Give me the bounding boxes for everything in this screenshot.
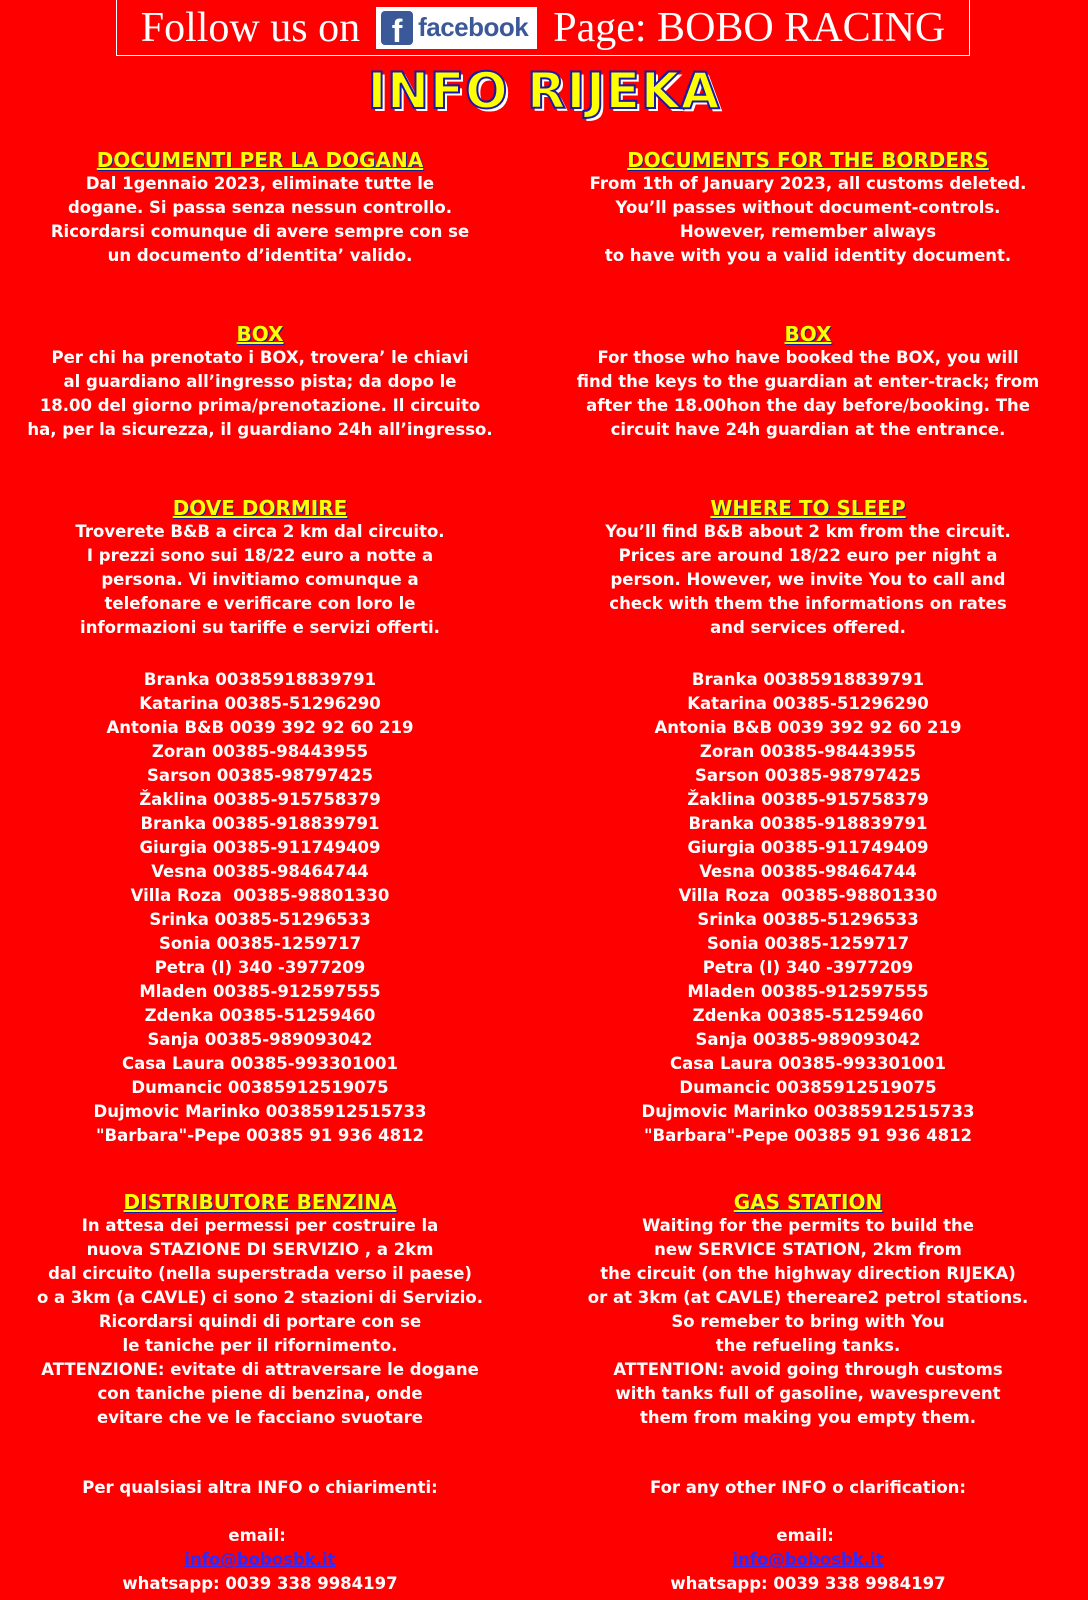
contact-item: Žaklina 00385-915758379 <box>687 790 929 809</box>
box-section-en <box>548 322 1068 442</box>
contact-item: Zoran 00385-98443955 <box>699 742 917 761</box>
contact-item: Villa Roza 00385-98801330 <box>130 886 390 905</box>
contact-item: Vesna 00385-98464744 <box>151 862 369 881</box>
contact-item: Antonia B&B 0039 392 92 60 219 <box>106 718 414 737</box>
section-title: GAS STATION <box>733 1190 883 1214</box>
section-body: Dal 1gennaio 2023, eliminate tutte le dogane. Si passa senza nessun controllo. Ricordarsi comunque di avere sempre con se un documento d’identita’ valido. <box>50 174 470 265</box>
contact-item: Antonia B&B 0039 392 92 60 219 <box>654 718 962 737</box>
contact-item: Dujmovic Marinko 00385912515733 <box>93 1102 427 1121</box>
section-body: In attesa dei permessi per costruire la nuova STAZIONE DI SERVIZIO , a 2km dal circuito (nella superstrada verso il paese) o a 3km (a CAVLE) ci sono 2 stazioni di Servizio. Ricordarsi quindi di portare con se le taniche per il rifornimento. ATTENZIONE: evitate di attraversare le dogane con taniche piene di benzina, onde evitare che ve le facciano svuotare <box>36 1216 484 1427</box>
contact-list <box>0 668 520 1148</box>
contact-item: Petra (I) 340 -3977209 <box>702 958 914 977</box>
follow-us-text: Follow us on <box>140 4 361 51</box>
contact-item: Mladen 00385-912597555 <box>687 982 929 1001</box>
contact-item: Zdenka 00385-51259460 <box>144 1006 376 1025</box>
email-line <box>548 1500 1068 1572</box>
contact-item: Dumancic 00385912519075 <box>131 1078 389 1097</box>
contact-item: Katarina 00385-51296290 <box>139 694 381 713</box>
contact-list <box>548 668 1068 1148</box>
contact-item: Vesna 00385-98464744 <box>699 862 917 881</box>
contact-item: Branka 00385918839791 <box>691 670 925 689</box>
page-title: INFO RIJEKA <box>367 62 721 120</box>
contact-item: Žaklina 00385-915758379 <box>139 790 381 809</box>
facebook-logo[interactable] <box>376 7 537 49</box>
email-label: email: <box>228 1526 286 1545</box>
contact-item: Sanja 00385-989093042 <box>695 1030 921 1049</box>
section-body: Waiting for the permits to build the new SERVICE STATION, 2km from the circuit (on the highway direction RIJEKA) or at 3km (at CAVLE) thereare2 petrol stations. So remeber to bring with You the refueling tanks. ATTENTION: avoid going through customs with tanks full of gasoline, wavesprevent them from making you empty them. <box>587 1216 1029 1427</box>
info-line: Per qualsiasi altra INFO o chiarimenti: <box>82 1478 438 1497</box>
section-body: You’ll find B&B about 2 km from the circuit. Prices are around 18/22 euro per night a person. However, we invite You to call and check with them the informations on rates and services offered. <box>605 522 1011 637</box>
email-link[interactable]: info@bobosbk.it <box>732 1550 884 1569</box>
docs-section-en <box>548 148 1068 268</box>
email-label: email: <box>776 1526 834 1545</box>
contact-item: Mladen 00385-912597555 <box>139 982 381 1001</box>
section-title: DOCUMENTI PER LA DOGANA <box>96 148 424 172</box>
gas-section-en <box>548 1190 1068 1430</box>
follow-us-banner[interactable] <box>116 0 970 56</box>
contact-item: Branka 00385-918839791 <box>688 814 928 833</box>
contact-item: Srinka 00385-51296533 <box>697 910 919 929</box>
sleep-section-it <box>0 496 520 640</box>
contact-item: Casa Laura 00385-993301001 <box>122 1054 398 1073</box>
contact-item: Dujmovic Marinko 00385912515733 <box>641 1102 975 1121</box>
contact-item: Giurgia 00385-911749409 <box>687 838 929 857</box>
info-section-it <box>0 1476 520 1596</box>
contact-item: Branka 00385-918839791 <box>140 814 380 833</box>
email-line <box>0 1500 520 1572</box>
section-title: BOX <box>784 322 832 346</box>
section-title: DISTRIBUTORE BENZINA <box>123 1190 397 1214</box>
facebook-page-name: Page: BOBO RACING <box>553 4 946 51</box>
contact-item: Sanja 00385-989093042 <box>147 1030 373 1049</box>
section-body: Per chi ha prenotato i BOX, trovera’ le chiavi al guardiano all’ingresso pista; da dopo le 18.00 del giorno prima/prenotazione. Il circuito ha, per la sicurezza, il guardiano 24h all’ingresso. <box>27 348 493 439</box>
contact-item: Giurgia 00385-911749409 <box>139 838 381 857</box>
section-title: WHERE TO SLEEP <box>710 496 906 520</box>
sleep-section-en <box>548 496 1068 640</box>
section-title: DOCUMENTS FOR THE BORDERS <box>627 148 989 172</box>
whatsapp-line: whatsapp: 0039 338 9984197 <box>122 1574 398 1593</box>
email-link[interactable]: info@bobosbk.it <box>184 1550 336 1569</box>
contact-item: Zoran 00385-98443955 <box>151 742 369 761</box>
contact-item: Sarson 00385-98797425 <box>695 766 921 785</box>
contact-item: Sonia 00385-1259717 <box>706 934 910 953</box>
contact-item: Petra (I) 340 -3977209 <box>154 958 366 977</box>
contact-item: Dumancic 00385912519075 <box>679 1078 937 1097</box>
contacts-list-it <box>0 668 520 1148</box>
section-title: BOX <box>236 322 284 346</box>
facebook-wordmark: facebook <box>418 12 529 42</box>
contact-item: Sonia 00385-1259717 <box>158 934 362 953</box>
docs-section-it <box>0 148 520 268</box>
info-section-en <box>548 1476 1068 1596</box>
contact-item: Sarson 00385-98797425 <box>147 766 373 785</box>
section-body: For those who have booked the BOX, you will find the keys to the guardian at enter-track; from after the 18.00hon the day before/booking. The circuit have 24h guardian at the entrance. <box>576 348 1040 439</box>
section-body: From 1th of January 2023, all customs deleted. You’ll passes without document-controls. However, remember always to have with you a valid identity document. <box>589 174 1027 265</box>
contacts-list-en <box>548 668 1068 1148</box>
contact-item: Villa Roza 00385-98801330 <box>678 886 938 905</box>
gas-section-it <box>0 1190 520 1430</box>
contact-item: Branka 00385918839791 <box>143 670 377 689</box>
contact-item: Katarina 00385-51296290 <box>687 694 929 713</box>
facebook-f-icon: f <box>381 11 413 45</box>
info-line: For any other INFO o clarification: <box>649 1478 967 1497</box>
whatsapp-line: whatsapp: 0039 338 9984197 <box>670 1574 946 1593</box>
contact-item: "Barbara"-Pepe 00385 91 936 4812 <box>643 1126 973 1145</box>
section-body: Troverete B&B a circa 2 km dal circuito. I prezzi sono sui 18/22 euro a notte a persona. Vi invitiamo comunque a telefonare e verificare con loro le informazioni su tariffe e servizi offerti. <box>75 522 445 637</box>
section-title: DOVE DORMIRE <box>172 496 348 520</box>
contact-item: "Barbara"-Pepe 00385 91 936 4812 <box>95 1126 425 1145</box>
box-section-it <box>0 322 520 442</box>
contact-item: Zdenka 00385-51259460 <box>692 1006 924 1025</box>
contact-item: Srinka 00385-51296533 <box>149 910 371 929</box>
contact-item: Casa Laura 00385-993301001 <box>670 1054 946 1073</box>
